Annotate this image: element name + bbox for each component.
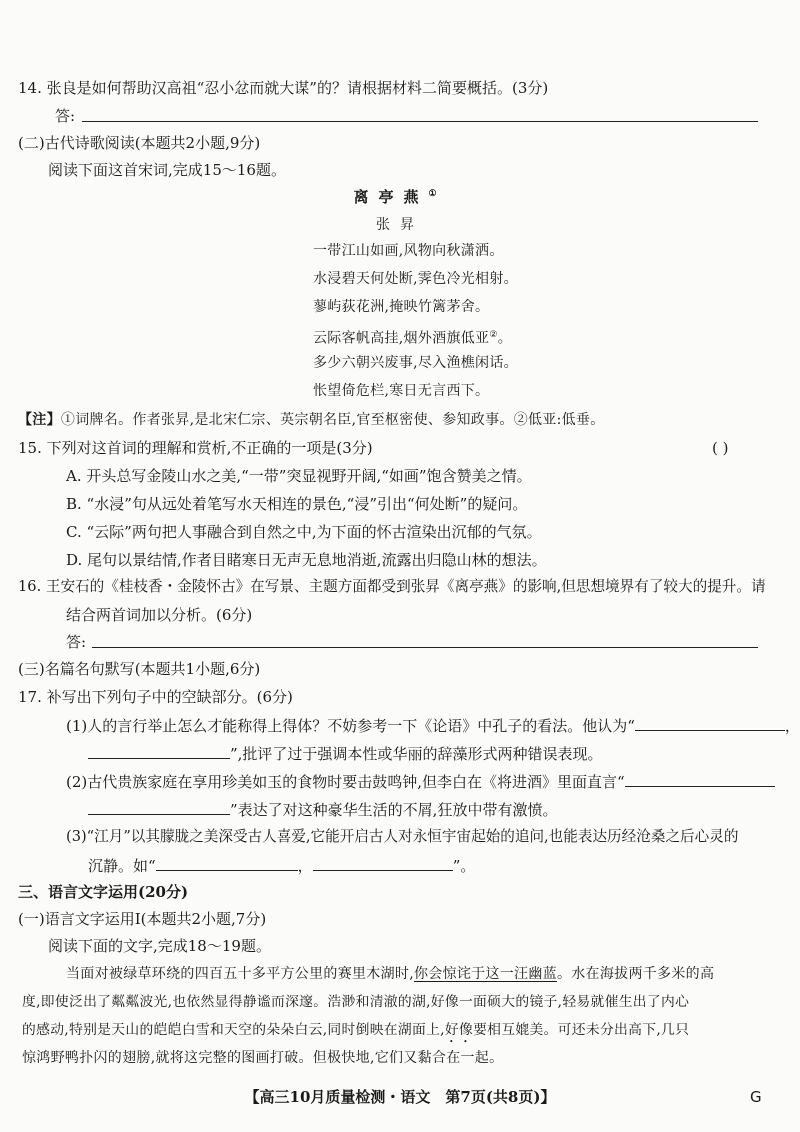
sec2-heading: (二)古代诗歌阅读(本题共2小题,9分) [18,134,261,152]
part3-intro: 阅读下面的文字,完成18～19题。 [48,937,271,955]
page-footer: 【高三10月质量检测・语文 第7页(共8页)】 [244,1088,556,1106]
q15-option-a: A. 开头总写金陵山水之美,“一带”突显视野开阔,“如画”饱含赞美之情。 [66,467,532,485]
dotted-phrase: 好像 [444,1022,474,1038]
q17-blank-4[interactable] [88,799,230,815]
q17-part1-line1: (1)人的言行举止怎么才能称得上得体？不妨参考一下《论语》中孔子的看法。他认为“ ， [66,717,800,735]
poem-line-4: 云际客帆高挂,烟外酒旗低亚②。 [313,330,513,347]
part3-heading: 三、语言文字运用(20分) [18,883,189,901]
passage-line-3: 的感动,特别是天山的皑皑白雪和天空的朵朵白云,同时倒映在湖面上,好像要相互媲美。可还未分出高下,几只 [22,1022,690,1038]
q16-stem-line2: 结合两首词加以分析。(6分) [66,606,253,624]
sec3-heading: (三)名篇名句默写(本题共1小题,6分) [18,660,261,678]
poem-note [18,410,605,430]
q17-blank-3[interactable] [625,771,775,787]
underlined-phrase: 你会惊诧于这一汪幽蓝 [413,966,557,982]
q17-blank-2[interactable] [88,743,230,759]
q17-part2-line2: ”表达了对这种豪华生活的不屑,狂放中带有激愤。 [88,799,557,820]
q17-part2-line1: (2)古代贵族家庭在享用珍美如玉的食物时要击鼓鸣钟,但李白在《将进酒》里面直言“ [66,771,775,792]
q17-part3-line2: 沉静。如“ ， ”。 [88,857,476,875]
q14-question: 14. 张良是如何帮助汉高祖“忍小忿而就大谋”的？请根据材料二简要概括。(3分) [18,79,549,97]
q16-answer-label: 答: [66,633,87,651]
q15-stem: 15. 下列对这首词的理解和赏析,不正确的一项是(3分) [18,439,373,457]
sec2-intro: 阅读下面这首宋词,完成15～16题。 [48,161,286,179]
q15-answer-bracket[interactable]: ( ) [712,439,729,457]
passage-line-4: 惊鸿野鸭扑闪的翅膀,就将这完整的图画打破。但极快地,它们又黏合在一起。 [22,1050,504,1066]
poem-line-2: 水浸碧天何处断,霁色冷光相射。 [313,271,518,287]
q17-blank-5[interactable] [156,855,298,871]
part3-subheading: (一)语言文字运用Ⅰ(本题共2小题,7分) [18,910,267,928]
poem-line-6: 怅望倚危栏,寒日无言西下。 [313,383,490,399]
q16-stem-line1: 16. 王安石的《桂枝香・金陵怀古》在写景、主题方面都受到张昇《离亭燕》的影响,但思想境界有了较大的提升。请 [18,578,766,595]
poem-author: 张昇 [376,217,424,233]
q17-part1-line2: ”,批评了过于强调本性或华丽的辞藻形式两种错误表现。 [88,743,602,764]
q15-option-d: D. 尾句以景结情,作者目睹寒日无声无息地消逝,流露出归隐山林的想法。 [66,551,547,569]
poem-line-5: 多少六朝兴废事,尽入渔樵闲话。 [313,355,518,371]
q16-answer-line[interactable] [92,647,758,648]
passage-line-2: 度,即使泛出了粼粼波光,也依然显得静谧而深邃。浩渺和清澈的湖,好像一面硕大的镜子,轻易就催生出了内心 [22,994,690,1010]
q17-part3-line1: (3)“江月”以其朦胧之美深受古人喜爱,它能开启古人对永恒宇宙起始的追问,也能表达历经沧桑之后心灵的 [66,828,739,845]
q17-blank-1[interactable] [635,715,785,731]
q17-stem: 17. 补写出下列句子中的空缺部分。(6分) [18,688,293,706]
poem-line-1: 一带江山如画,风物向秋潇洒。 [313,243,504,259]
note-label: 【注】 [18,412,61,428]
note-text: ①词牌名。作者张昇,是北宋仁宗、英宗朝名臣,官至枢密使、参知政事。②低亚:低垂。 [60,412,605,428]
q15-option-c: C. “云际”两句把人事融合到自然之中,为下面的怀古渲染出沉郁的气氛。 [66,523,542,541]
q14-answer-line[interactable] [82,121,758,122]
q17-blank-6[interactable] [313,855,453,871]
q15-option-b: B. “水浸”句从远处着笔写水天相连的景色,“浸”引出“何处断”的疑问。 [66,495,528,513]
poem-line-3: 蓼屿荻花洲,掩映竹篱茅舍。 [313,299,490,315]
passage-line-1: 当面对被绿草环绕的四百五十多平方公里的赛里木湖时,你会惊诧于这一汪幽蓝。水在海拔两千多米的高 [66,966,715,982]
poem-title: 离亭燕① [353,188,447,206]
paper-version-mark: G [750,1088,762,1106]
q14-answer-label: 答: [55,107,76,125]
